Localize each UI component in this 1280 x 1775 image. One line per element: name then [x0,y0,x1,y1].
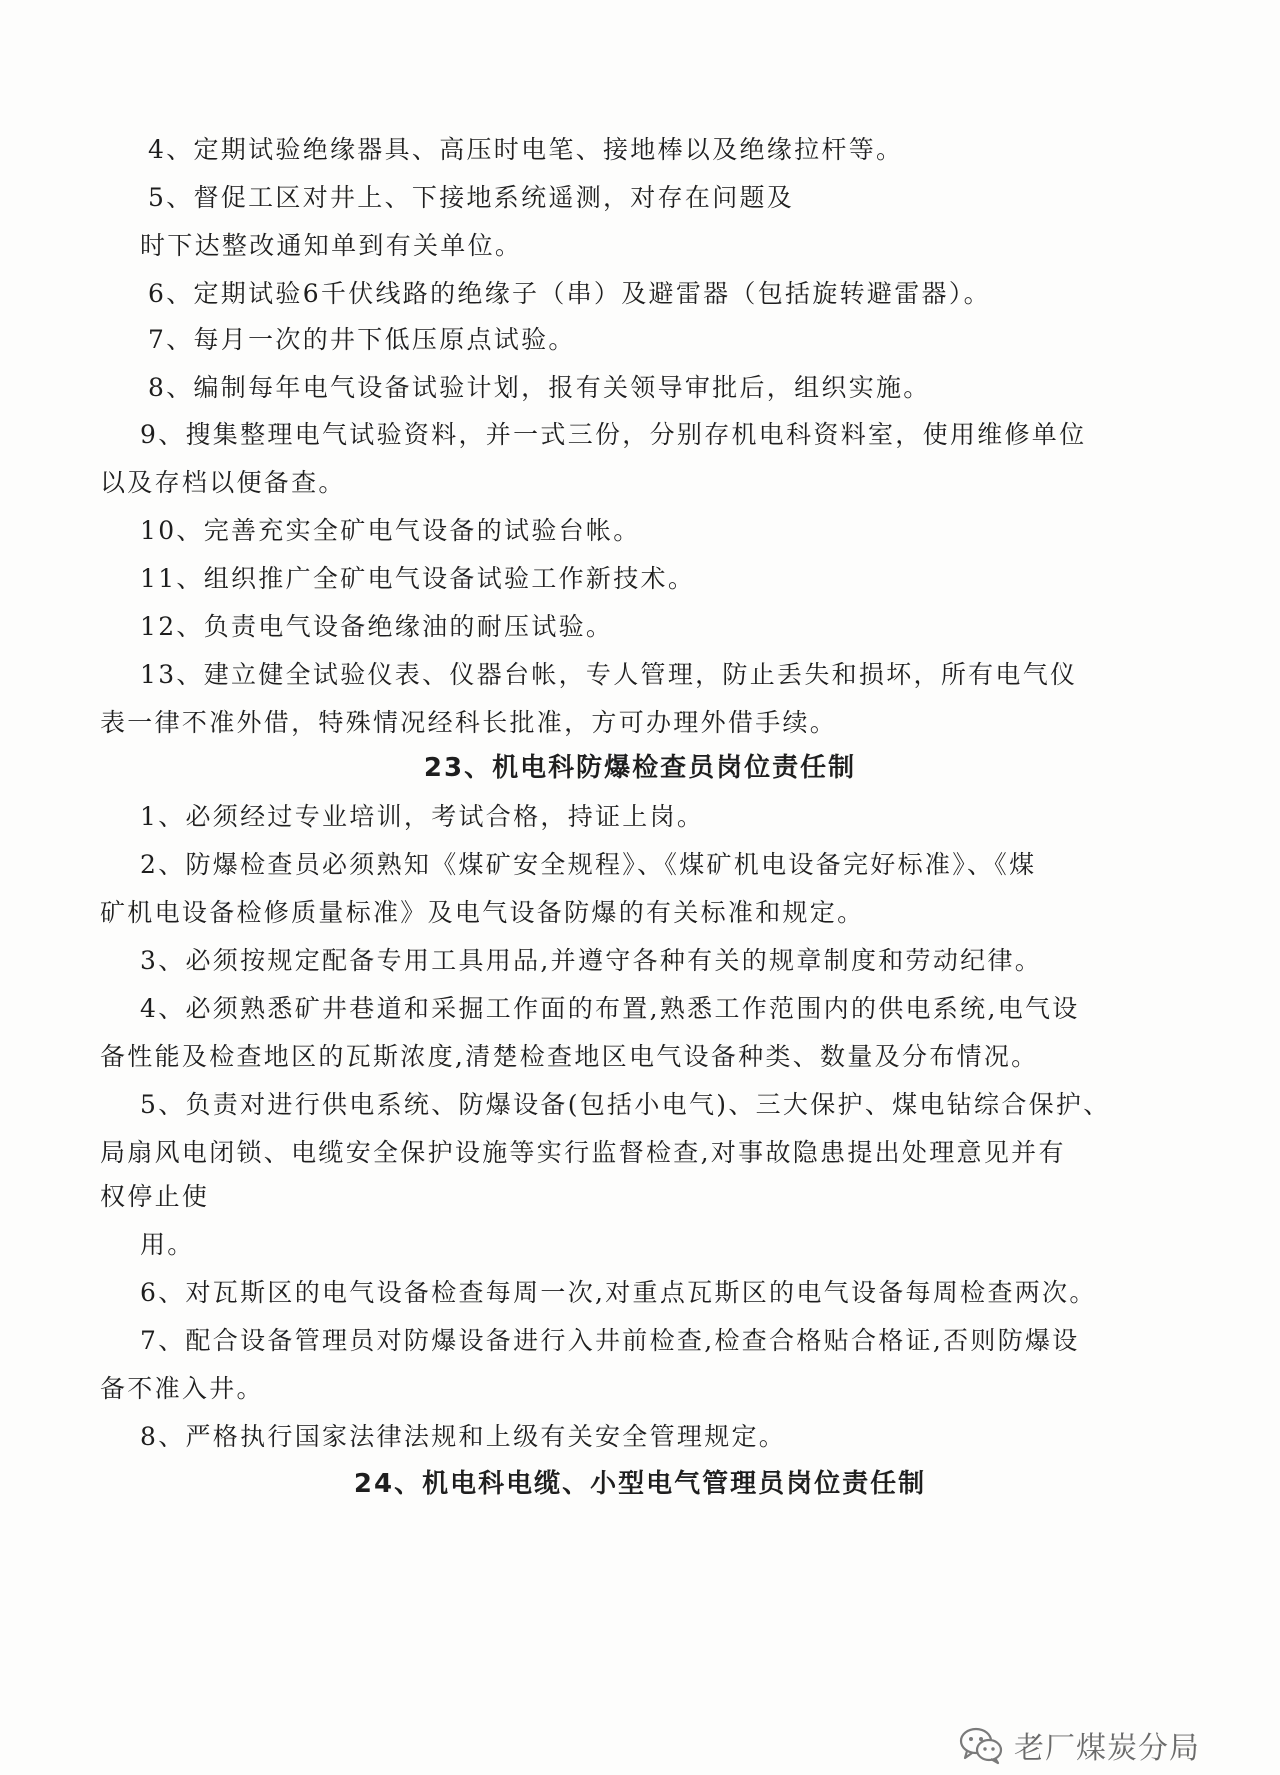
text-line: 8、编制每年电气设备试验计划，报有关领导审批后，组织实施。 [148,373,931,402]
text-line: 6、对瓦斯区的电气设备检查每周一次,对重点瓦斯区的电气设备每周检查两次。 [140,1278,1097,1307]
text-line: 以及存档以便备查。 [100,468,346,497]
text-line: 5、督促工区对井上、下接地系统遥测，对存在问题及 [148,183,795,212]
text-line: 2、防爆检查员必须熟知《煤矿安全规程》、《煤矿机电设备完好标准》、《煤 [140,850,1037,879]
text-line: 备不准入井。 [100,1374,264,1403]
text-line: 12、负责电气设备绝缘油的耐压试验。 [140,612,614,641]
text-line: 5、负责对进行供电系统、防爆设备(包括小电气)、三大保护、煤电钻综合保护、 [140,1090,1111,1119]
watermark [958,1722,1200,1768]
text-line: 10、完善充实全矿电气设备的试验台帐。 [140,516,641,545]
text-line: 8、严格执行国家法律法规和上级有关安全管理规定。 [140,1422,787,1451]
text-line: 时下达整改通知单到有关单位。 [140,231,523,260]
text-line: 6、定期试验6千伏线路的绝缘子（串）及避雷器（包括旋转避雷器）。 [148,279,991,308]
section-heading: 24、机电科电缆、小型电气管理员岗位责任制 [353,1469,927,1499]
watermark-text: 老厂煤炭分局 [1014,1731,1200,1766]
text-line: 局扇风电闭锁、电缆安全保护设施等实行监督检查,对事故隐患提出处理意见并有 [100,1138,1066,1167]
section-heading: 23、机电科防爆检查员岗位责任制 [423,753,857,783]
text-line: 矿机电设备检修质量标准》及电气设备防爆的有关标准和规定。 [100,898,865,927]
text-line: 表一律不准外借，特殊情况经科长批准，方可办理外借手续。 [100,708,838,737]
text-line: 4、必须熟悉矿井巷道和采掘工作面的布置,熟悉工作范围内的供电系统,电气设 [140,994,1080,1023]
text-line: 1、必须经过专业培训，考试合格，持证上岗。 [140,802,705,831]
text-line: 9、搜集整理电气试验资料，并一式三份，分别存机电科资料室，使用维修单位 [140,420,1087,449]
text-line: 7、配合设备管理员对防爆设备进行入井前检查,检查合格贴合格证,否则防爆设 [140,1326,1080,1355]
text-line: 11、组织推广全矿电气设备试验工作新技术。 [140,564,696,593]
text-line: 13、建立健全试验仪表、仪器台帐，专人管理，防止丢失和损坏，所有电气仪 [140,660,1078,689]
text-line: 权停止使 [100,1182,210,1211]
text-line: 7、每月一次的井下低压原点试验。 [148,325,576,354]
text-line: 备性能及检查地区的瓦斯浓度,清楚检查地区电气设备种类、数量及分布情况。 [100,1042,1039,1071]
text-line: 用。 [140,1230,195,1259]
text-line: 4、定期试验绝缘器具、高压时电笔、接地棒以及绝缘拉杆等。 [148,135,904,164]
wechat-icon [958,1725,1004,1765]
text-line: 3、必须按规定配备专用工具用品,并遵守各种有关的规章制度和劳动纪律。 [140,946,1043,975]
